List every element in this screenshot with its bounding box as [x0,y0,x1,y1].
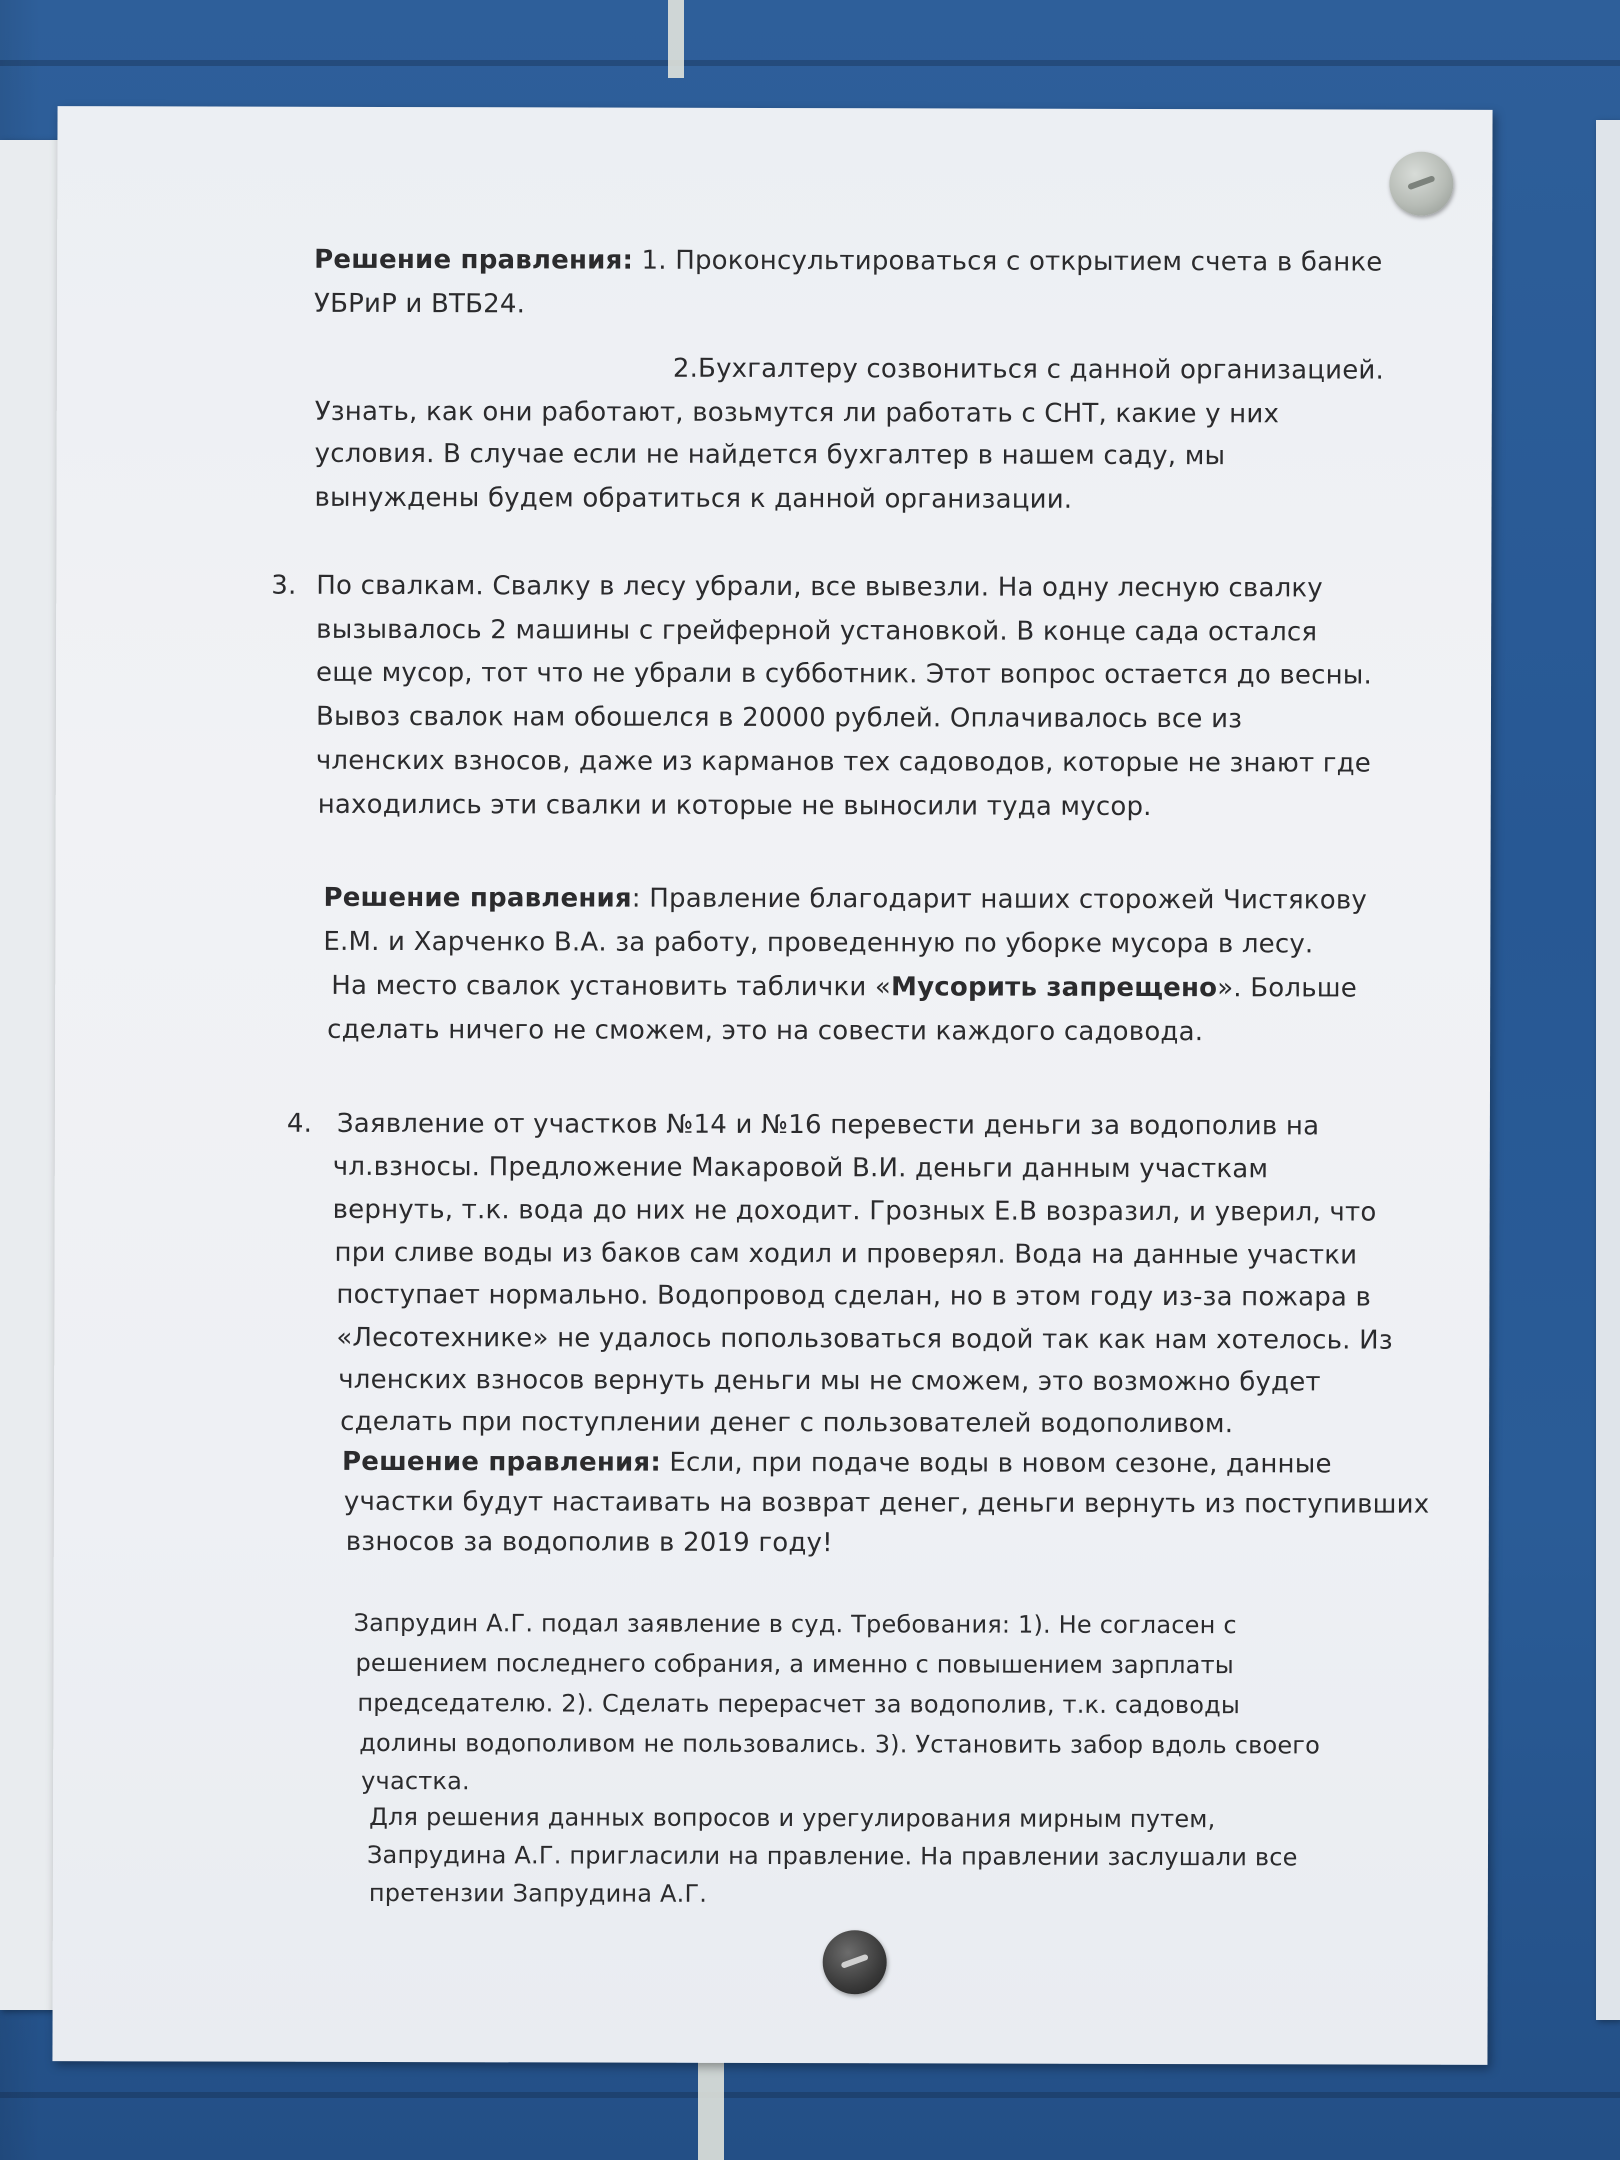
text-line: вернуть, т.к. вода до них не доходит. Грозных Е.В возразил, и уверил, что [332,1194,1377,1228]
text-line: условия. В случае если не найдется бухгалтер в нашем саду, мы [314,438,1226,472]
item-number: 3. [271,570,297,601]
text-line: членских взносов, даже из карманов тех садоводов, которые не знают где [315,745,1372,779]
text-line: находились эти свалки и которые не выносили туда мусор. [317,789,1152,822]
notice-paper [52,106,1492,2065]
decision-line [314,244,1383,278]
text-line: вынуждены будем обратиться к данной организации. [314,482,1073,515]
text-line: долины водополивом не пользовались. 3). Установить забор вдоль своего [359,1728,1321,1760]
text-line: Е.М. и Харченко В.А. за работу, проведенную по уборке мусора в лесу. [323,926,1314,960]
text-line: Заявление от участков №14 и №16 перевести деньги за водополив на [336,1108,1320,1142]
text-line [331,970,1357,1004]
decision-label: Решение правления: [341,1446,661,1478]
notice-text [52,106,1492,2065]
text-line: УБРиР и ВТБ24. [314,288,526,320]
text-line: чл.взносы. Предложение Макаровой В.И. деньги данным участкам [332,1151,1269,1185]
text-fragment: На место свалок установить таблички « [331,970,892,1003]
text-line: Вывоз свалок нам обошелся в 20000 рублей. Оплачивалось все из [315,701,1243,735]
text-line: 2.Бухгалтеру созвониться с данной организацией. [672,353,1385,386]
decision-text: : Правление благодарит наших сторожей Чистякову [631,883,1367,916]
item-number: 4. [286,1108,313,1139]
decision-text: 1. Проконсультироваться с открытием счета в банке [633,245,1383,278]
decision-label: Решение правления [323,882,632,914]
text-line: Узнать, как они работают, возьмутся ли работать с СНТ, какие у них [314,396,1280,430]
text-line: взносов за водополив в 2019 году! [345,1526,833,1559]
text-line: Запрудин А.Г. подал заявление в суд. Требования: 1). Не согласен с [353,1608,1237,1640]
text-line: поступает нормально. Водопровод сделан, но в этом году из-за пожара в [336,1279,1372,1313]
text-line: сделать ничего не сможем, это на совести каждого садовода. [327,1014,1204,1048]
text-line: вызывалось 2 машины с грейферной установкой. В конце сада остался [316,614,1318,648]
text-line: решением последнего собрания, а именно с повышением зарплаты [355,1648,1234,1680]
board-seam [0,60,1620,66]
text-line: председателю. 2). Сделать перерасчет за водополив, т.к. садоводы [357,1688,1241,1720]
text-line: претензии Запрудина А.Г. [368,1878,708,1908]
decision-line [323,882,1367,916]
decision-label: Решение правления: [314,244,634,276]
decision-line [341,1446,1332,1480]
decision-text: Если, при подаче воды в новом сезоне, данные [660,1447,1332,1480]
text-line: участка. [361,1766,470,1796]
text-line: сделать при поступлении денег с пользователей водополивом. [340,1406,1234,1440]
text-line: По свалкам. Свалку в лесу убрали, все вывезли. На одну лесную свалку [316,570,1323,604]
text-line: Запрудина А.Г. пригласили на правление. На правлении заслушали все [366,1840,1298,1872]
text-line: участки будут настаивать на возврат денег, деньги вернуть из поступивших [343,1486,1430,1520]
sign-text: Мусорить запрещено [891,972,1218,1004]
text-line: еще мусор, тот что не убрали в субботник. Этот вопрос остается до весны. [316,657,1373,691]
text-fragment: ». Больше [1217,973,1357,1004]
board-seam [0,2092,1620,2098]
text-line: при сливе воды из баков сам ходил и проверял. Вода на данные участки [334,1237,1358,1271]
tape-strip [668,0,684,78]
right-adjacent-sheet [1596,120,1620,2020]
text-line: членских взносов вернуть деньги мы не сможем, это возможно будет [338,1364,1321,1398]
text-line: «Лесотехнике» не удалось попользоваться водой так как нам хотелось. Из [336,1322,1393,1356]
text-line: Для решения данных вопросов и урегулирования мирным путем, [369,1802,1216,1834]
